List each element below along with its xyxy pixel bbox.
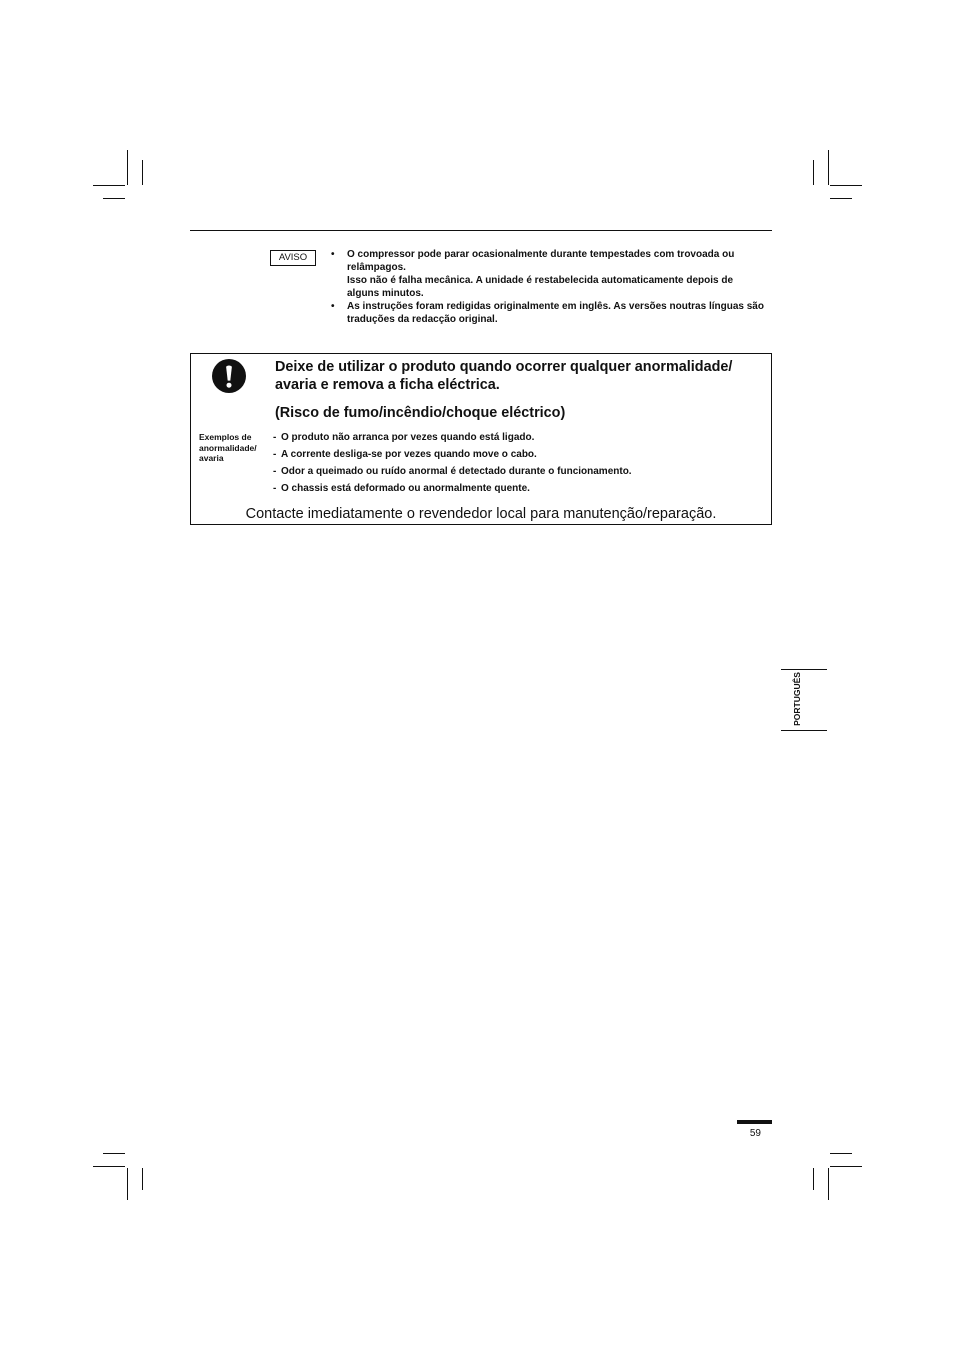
side-tab-label: PORTUGUÊS [792, 672, 802, 726]
note-line: alguns minutos. [347, 287, 424, 299]
examples-label-line: avaria [199, 453, 224, 463]
page-number: 59 [749, 1128, 761, 1139]
side-tab-rule-top [781, 669, 827, 670]
examples-list [273, 429, 632, 498]
warning-box [190, 353, 772, 525]
list-item [273, 446, 632, 463]
examples-label-line: Exemplos de [199, 432, 252, 442]
examples-label-line: anormalidade/ [199, 442, 257, 453]
list-dash: - [273, 431, 277, 443]
warning-heading [275, 358, 732, 394]
aviso-note [331, 300, 771, 326]
note-line: relâmpagos. [347, 261, 406, 273]
note-line: Isso não é falha mecânica. A unidade é restabelecida automaticamente depois de [347, 274, 734, 286]
list-dash: - [273, 466, 277, 478]
side-tab-rule-bottom [781, 730, 827, 731]
warning-heading-line: Deixe de utilizar o produto quando ocorrer qualquer anormalidade/ [275, 359, 733, 375]
page-number-bar [737, 1120, 772, 1124]
list-item [273, 480, 632, 497]
aviso-note [331, 248, 771, 300]
bullet-glyph: • [331, 248, 335, 260]
aviso-notes [331, 248, 771, 326]
note-line: O compressor pode parar ocasionalmente durante tempestades com trovoada ou [347, 248, 735, 260]
warning-heading-line: avaria e remova a ficha eléctrica. [275, 377, 500, 393]
bullet-glyph: • [331, 300, 335, 312]
examples-label [199, 432, 257, 464]
list-item [273, 429, 632, 446]
list-item-text: A corrente desliga-se por vezes quando move o cabo. [281, 448, 537, 460]
warning-footer: Contacte imediatamente o revendedor local para manutenção/reparação. [245, 506, 717, 522]
note-line: traduções da redacção original. [347, 313, 498, 325]
list-item-text: O produto não arranca por vezes quando está ligado. [281, 431, 535, 443]
aviso-label: AVISO [270, 250, 316, 266]
warning-risk: (Risco de fumo/incêndio/choque eléctrico) [275, 405, 566, 421]
list-dash: - [273, 483, 277, 495]
list-item-text: O chassis está deformado ou anormalmente quente. [281, 483, 530, 495]
aviso-note-text [347, 300, 771, 326]
header-rule [190, 230, 772, 231]
note-line: As instruções foram redigidas originalmente em inglês. As versões noutras línguas são [347, 300, 764, 312]
list-item [273, 463, 632, 480]
exclamation-icon [212, 359, 246, 393]
aviso-note-text [347, 248, 771, 300]
list-dash: - [273, 448, 277, 460]
list-item-text: Odor a queimado ou ruído anormal é detectado durante o funcionamento. [281, 466, 632, 478]
